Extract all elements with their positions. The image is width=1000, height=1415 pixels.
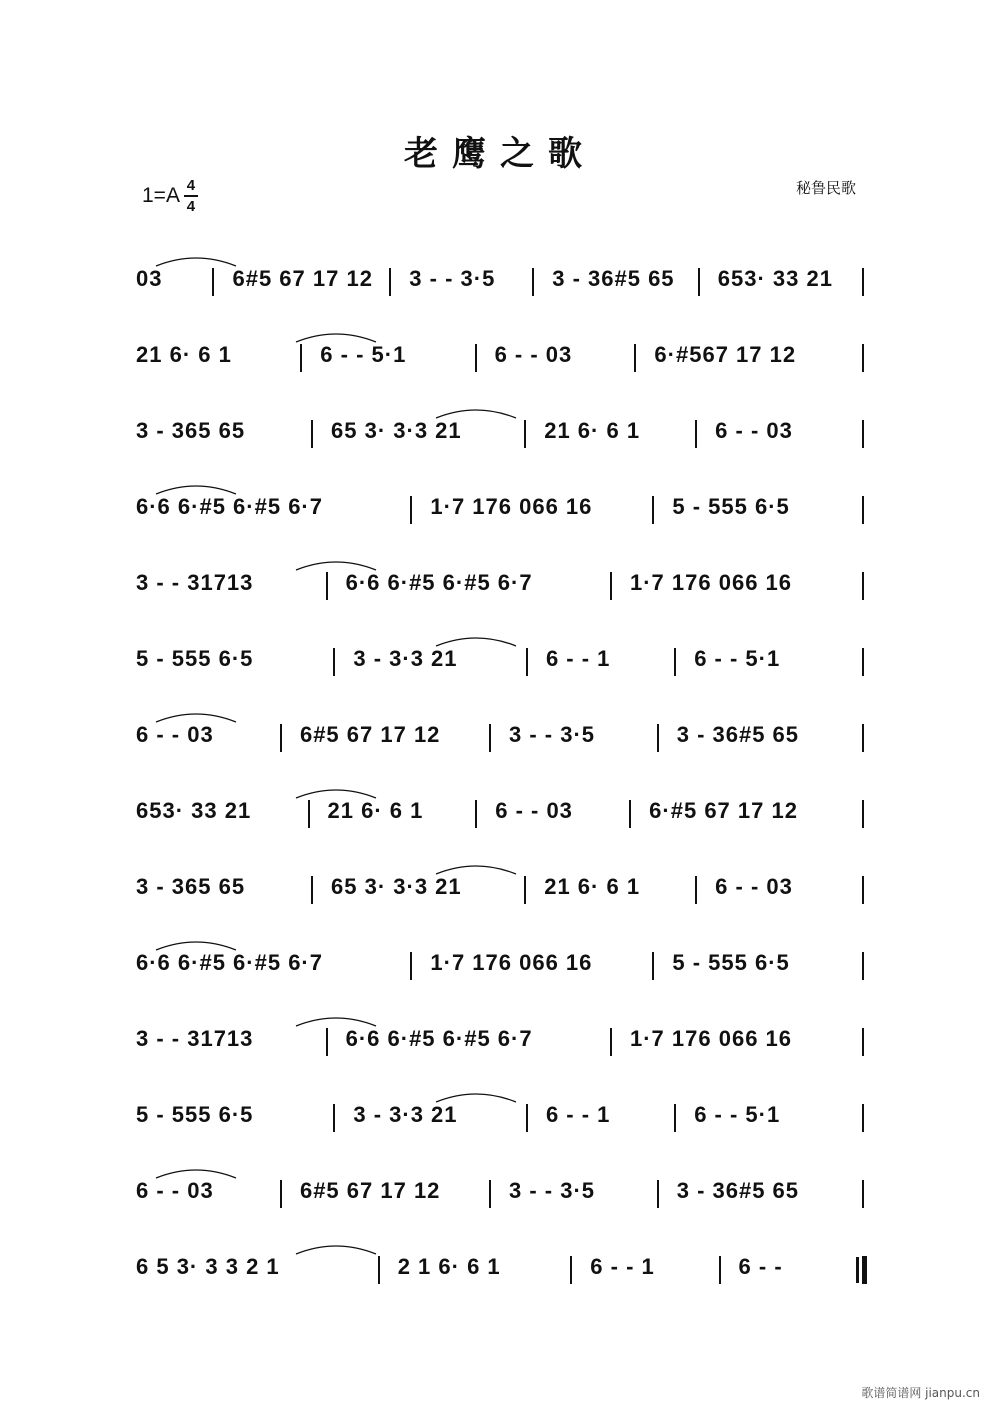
time-numerator: 4 [186,177,196,194]
measure: 3 - - 3·5 [509,1178,596,1203]
key-label: 1=A [142,183,180,207]
score-line [0,1084,1000,1144]
measure: 3 - 3·3 21 [353,646,458,671]
slur [156,258,236,266]
measure: 1·7 176 066 16 [430,494,593,519]
measure: 3 - 365 65 [136,418,246,443]
time-denominator: 4 [186,197,196,215]
slur [296,790,376,798]
measure: 2 1 6· 6 1 [397,1254,501,1279]
slur-layer [0,628,1000,688]
measure: 6·6 6·#5 6·#5 6·7 [345,1026,533,1051]
score-line [0,248,1000,308]
measure: 6 - - 03 [715,418,793,443]
measure: 6 - - 1 [590,1254,655,1279]
measure: 3 - - 31713 [136,570,254,595]
score-line [0,476,1000,536]
slur-layer [0,1236,1000,1296]
measure: 6 - - 03 [136,1178,214,1203]
measure: 653· 33 21 [717,266,833,291]
measure: 5 - 555 6·5 [672,494,790,519]
measure: 6·6 6·#5 6·#5 6·7 [136,494,323,519]
measure: 6 - - 03 [495,798,573,823]
measure: 653· 33 21 [136,798,252,823]
measure: 6 - - 5·1 [694,646,781,671]
slur [156,1170,236,1178]
measure: 6·#5 67 17 12 [649,798,798,823]
song-origin: 秘鲁民歌 [796,179,857,197]
slur-layer [0,932,1000,992]
measure: 6·6 6·#5 6·#5 6·7 [345,570,533,595]
slur-layer [0,704,1000,764]
slur-layer [0,856,1000,916]
measure: 21 6· 6 1 [544,418,641,443]
measure: 3 - 36#5 65 [676,722,800,747]
score-line [0,1008,1000,1068]
measure: 65 3· 3·3 21 [331,874,462,899]
score-line [0,1160,1000,1220]
measure: 6 - - 5·1 [694,1102,781,1127]
measure: 21 6· 6 1 [327,798,424,823]
slur-layer [0,552,1000,612]
slur-layer [0,1160,1000,1220]
measure: 5 - 555 6·5 [136,646,254,671]
measure: 6·6 6·#5 6·#5 6·7 [136,950,323,975]
slur-layer [0,476,1000,536]
song-title: 老鹰之歌 [404,134,596,174]
score-line [0,1236,1000,1296]
measure: 6 - - 5·1 [320,342,407,367]
watermark: 歌谱简谱网 jianpu.cn [861,1386,980,1400]
measure: 6·#567 17 12 [654,342,797,367]
score-line [0,552,1000,612]
slur [296,1246,376,1254]
slur [156,486,236,494]
score-line [0,704,1000,764]
time-signature [184,178,198,214]
slur [296,562,376,570]
measure: 6 5 3· 3 3 2 1 [136,1254,280,1279]
measure: 1·7 176 066 16 [630,1026,793,1051]
measure: 3 - 365 65 [136,874,246,899]
slur [436,1094,516,1102]
measure: 5 - 555 6·5 [136,1102,254,1127]
measure: 6 - - 1 [545,1102,611,1127]
measure: 3 - - 31713 [136,1026,254,1051]
slur-layer [0,1084,1000,1144]
measure: 3 - 36#5 65 [676,1178,800,1203]
measure: 21 6· 6 1 [136,342,232,367]
score-line [0,856,1000,916]
measure: 1·7 176 066 16 [430,950,593,975]
slur [296,334,376,342]
slur [156,942,236,950]
measure: 3 - - 3·5 [509,722,596,747]
score-line [0,932,1000,992]
score-line [0,628,1000,688]
measure: 21 6· 6 1 [544,874,641,899]
slur [436,638,516,646]
score-line [0,400,1000,460]
measure: 3 - - 3·5 [409,266,496,291]
slur-layer [0,400,1000,460]
measure: 65 3· 3·3 21 [331,418,462,443]
score-line [0,324,1000,384]
measure: 03 [136,266,163,291]
slur [436,410,516,418]
slur-layer [0,780,1000,840]
measure: 5 - 555 6·5 [672,950,790,975]
measure: 3 - 36#5 65 [552,266,675,291]
measure: 3 - 3·3 21 [353,1102,458,1127]
score-line [0,780,1000,840]
slur [436,866,516,874]
measure: 6 - - 03 [494,342,573,367]
slur-layer [0,248,1000,308]
measure: 6#5 67 17 12 [299,722,441,747]
slur [156,714,236,722]
measure: 6 - - 03 [136,722,214,747]
slur-layer [0,1008,1000,1068]
measure: 6 - - [738,1254,783,1279]
measure: 6 - - 1 [545,646,611,671]
key-signature [142,178,198,214]
measure: 6#5 67 17 12 [232,266,373,291]
measure: 6#5 67 17 12 [299,1178,441,1203]
slur [296,1018,376,1026]
slur-layer [0,324,1000,384]
measure: 6 - - 03 [715,874,793,899]
measure: 1·7 176 066 16 [630,570,793,595]
